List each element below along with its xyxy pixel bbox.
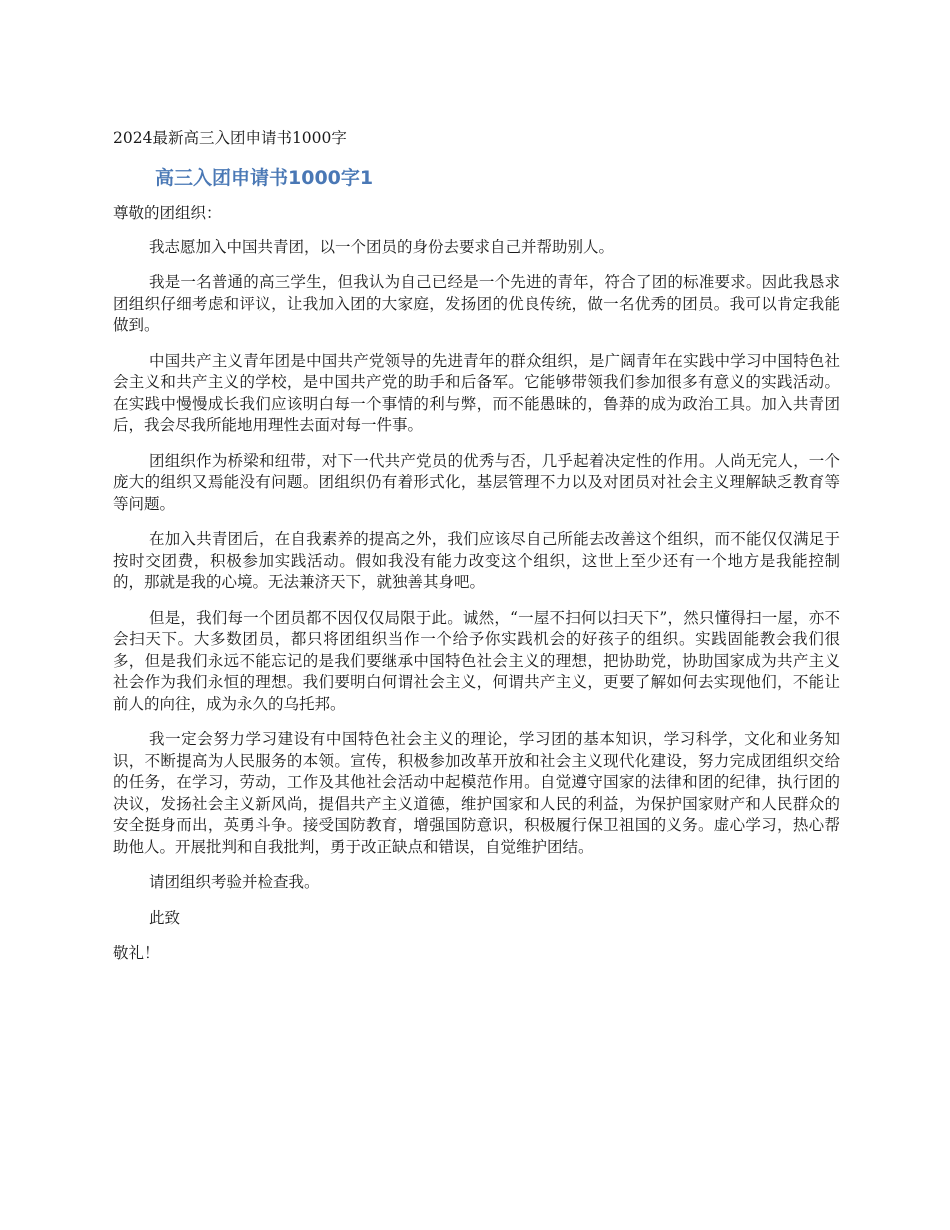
document-title: 2024最新高三入团申请书1000字 (113, 129, 347, 147)
document-body (113, 203, 840, 979)
salutation: 尊敬的团组织： (113, 204, 222, 222)
paragraph-1: 我志愿加入中国共青团，以一个团员的身份去要求自己并帮助别人。 (149, 237, 615, 256)
section-heading: 高三入团申请书1000字1 (155, 167, 374, 189)
paragraph-8: 请团组织考验并检查我。 (149, 873, 320, 891)
paragraph-3: 中国共产主义青年团是中国共产党领导的先进青年的群众组织，是广阔青年在实践中学习中国特色社会主义和共产主义的学校，是中国共产党的助手和后备军。它能够带领我们参加很多有意义的实践活动。在实践中慢慢成长我们应该明白每一个事情的利与弊，而不能愚昧的，鲁莽的成为政治工具。加入共青团后，我会尽我所能地用理性去面对每一件事。 (113, 351, 840, 434)
paragraph-4: 团组织作为桥梁和纽带，对下一代共产党员的优秀与否，几乎起着决定性的作用。人尚无完人，一个庞大的组织又焉能没有问题。团组织仍有着形式化，基层管理不力以及对团员对社会主义理解缺乏教育等等问题。 (113, 451, 840, 513)
closing: 敬礼！ (113, 944, 160, 962)
paragraph-6: 但是，我们每一个团员都不因仅仅局限于此。诚然，“一屋不扫何以扫天下”，然只懂得扫一屋，亦不会扫天下。大多数团员，都只将团组织当作一个给予你实践机会的好孩子的组织。实践固能教会我们很多，但是我们永远不能忘记的是我们要继承中国特色社会主义的理想，把协助党，协助国家成为共产主义社会作为我们永恒的理想。我们要明白何谓社会主义，何谓共产主义，更要了解如何去实现他们，不能让前人的向往，成为永久的乌托邦。 (113, 608, 840, 713)
paragraph-7: 我一定会努力学习建设有中国特色社会主义的理论，学习团的基本知识，学习科学，文化和业务知识，不断提高为人民服务的本领。宣传，积极参加改革开放和社会主义现代化建设，努力完成团组织交给的任务，在学习，劳动，工作及其他社会活动中起模范作用。自觉遵守国家的法律和团的纪律，执行团的决议，发扬社会主义新风尚，提倡共产主义道德，维护国家和人民的利益，为保护国家财产和人民群众的安全挺身而出，英勇斗争。接受国防教育，增强国防意识，积极履行保卫祖国的义务。虚心学习，热心帮助他人。开展批判和自我批判，勇于改正缺点和错误，自觉维护团结。 (113, 730, 840, 856)
paragraph-9: 此致 (149, 908, 181, 927)
paragraph-5: 在加入共青团后，在自我素养的提高之外，我们应该尽自己所能去改善这个组织，而不能仅仅满足于按时交团费，积极参加实践活动。假如我没有能力改变这个组织，这世上至少还有一个地方是我能控制的，那就是我的心境。无法兼济天下，就独善其身吧。 (113, 530, 840, 591)
paragraph-2: 我是一名普通的高三学生，但我认为自己已经是一个先进的青年，符合了团的标准要求。因此我恳求团组织仔细考虑和评议，让我加入团的大家庭，发扬团的优良传统，做一名优秀的团员。我可以肯定我能做到。 (113, 273, 840, 334)
